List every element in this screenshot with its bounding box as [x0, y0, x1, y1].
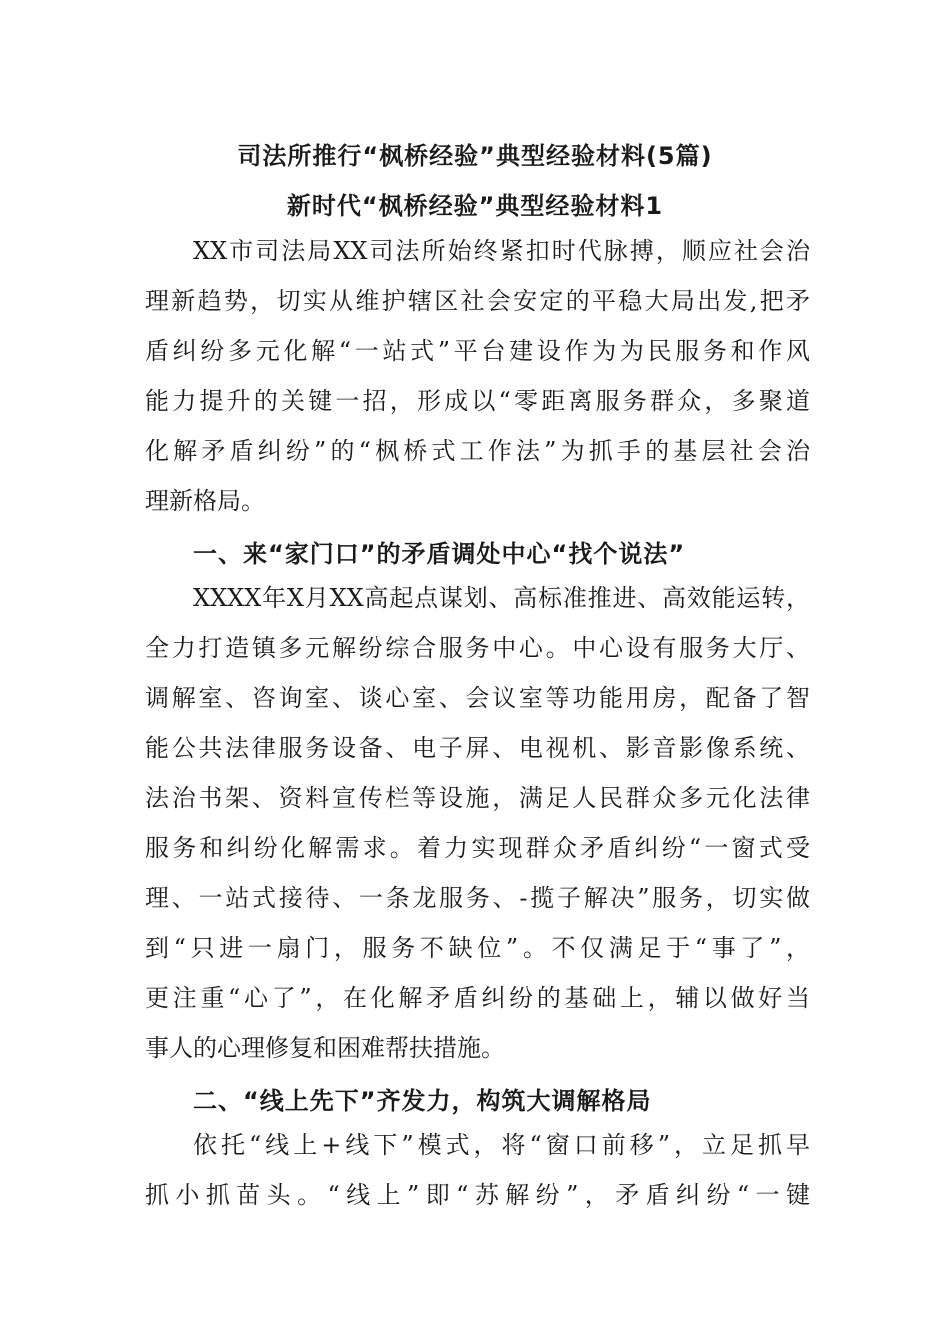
- paragraph-line: XX市司法局XX司法所始终紧扣时代脉搏，顺应社会治: [193, 237, 810, 265]
- document-title: 司法所推行“枫桥经验”典型经验材料(5篇): [237, 142, 713, 170]
- paragraph-line: 全力打造镇多元解纷综合服务中心。中心设有服务大厅、: [145, 634, 810, 662]
- paragraph-section-2: [145, 1120, 810, 1220]
- section-heading-2: 二、“线上先下”齐发力，构筑大调解格局: [193, 1087, 652, 1115]
- paragraph-line: 依托“线上+线下”模式，将“窗口前移”，立足抓早: [193, 1131, 810, 1159]
- paragraph-line: 理新格局。: [145, 487, 265, 515]
- section-heading-1: 一、来“家门口”的矛盾调处中心“找个说法”: [193, 540, 686, 568]
- paragraph-line: 盾纠纷多元化解“一站式”平台建设作为为民服务和作风: [145, 337, 810, 365]
- paragraph-line: 法治书架、资料宣传栏等设施，满足人民群众多元化法律: [145, 784, 810, 812]
- paragraph-line: 调解室、咨询室、谈心室、会议室等功能用房，配备了智: [145, 684, 810, 712]
- paragraph-line: 化解矛盾纠纷”的“枫桥式工作法”为抓手的基层社会治: [145, 437, 810, 465]
- paragraph-line: 事人的心理修复和困难帮扶措施。: [145, 1034, 505, 1062]
- paragraph-line: 抓小抓苗头。“线上”即“苏解纷”，矛盾纠纷“一键: [145, 1181, 810, 1209]
- paragraph-line: 能力提升的关键一招，形成以“零距离服务群众，多聚道: [145, 387, 810, 415]
- paragraph-intro: [145, 226, 810, 526]
- paragraph-line: 理、一站式接待、一条龙服务、-揽子解决”服务，切实做: [145, 884, 810, 912]
- paragraph-line: 到“只进一扇门，服务不缺位”。不仅满足于“事了”，: [145, 934, 810, 962]
- document-subtitle: 新时代“枫桥经验”典型经验材料1: [286, 192, 664, 220]
- paragraph-line: 更注重“心了”，在化解矛盾纠纷的基础上，辅以做好当: [145, 984, 810, 1012]
- paragraph-line: 理新趋势，切实从维护辖区社会安定的平稳大局出发,把矛: [145, 287, 810, 315]
- paragraph-line: 能公共法律服务设备、电子屏、电视机、影音影像系统、: [145, 734, 810, 762]
- paragraph-line: XXXX年X月XX高起点谋划、高标准推进、高效能运转，: [193, 584, 810, 612]
- paragraph-section-1: [145, 573, 810, 1073]
- paragraph-line: 服务和纠纷化解需求。着力实现群众矛盾纠纷“一窗式受: [145, 834, 810, 862]
